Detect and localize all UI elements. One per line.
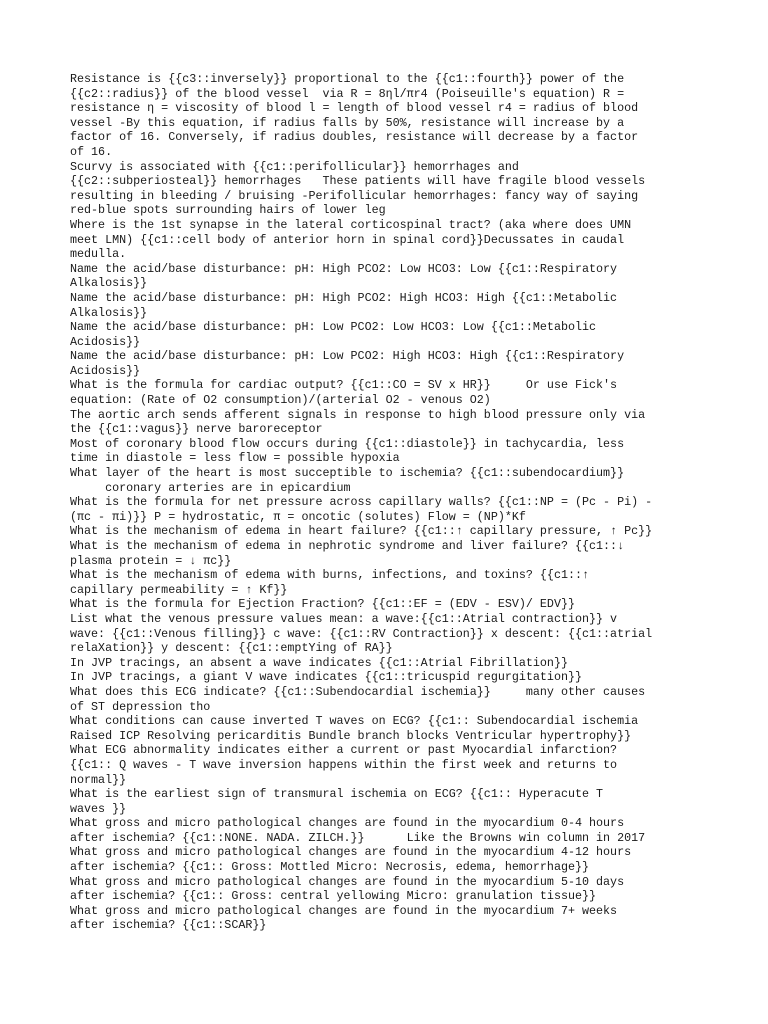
text-line: What gross and micro pathological changes are found in the myocardium 4-12 hours <box>70 845 632 860</box>
text-line: after ischemia? {{c1:: Gross: central yellowing Micro: granulation tissue}} <box>70 889 597 904</box>
text-line: In JVP tracings, an absent a wave indicates {{c1::Atrial Fibrillation}} <box>70 655 568 670</box>
text-line: Where is the 1st synapse in the lateral corticospinal tract? (aka where does UMN <box>70 217 632 232</box>
text-line: {{c2::subperiosteal}} hemorrhages These patients will have fragile blood vessels <box>70 174 646 189</box>
text-line: Acidosis}} <box>70 363 141 378</box>
text-line: plasma protein = ↓ πc}} <box>70 553 232 568</box>
text-line: Resistance is {{c3::inversely}} proportional to the {{c1::fourth}} power of the <box>70 72 625 86</box>
text-line: after ischemia? {{c1::SCAR}} <box>70 918 267 933</box>
text-line: relaXation}} y descent: {{c1::emptYing of RA}} <box>70 641 393 656</box>
text-line: resulting in bleeding / bruising -Perifollicular hemorrhages: fancy way of saying <box>70 188 639 203</box>
text-line: What is the formula for cardiac output? {{c1::CO = SV x HR}} Or use Fick's <box>70 378 618 393</box>
text-line: vessel -By this equation, if radius falls by 50%, resistance will increase by a <box>70 115 625 130</box>
text-line: resistance η = viscosity of blood l = length of blood vessel r4 = radius of blood <box>70 101 639 116</box>
text-line: What is the mechanism of edema with burns, infections, and toxins? {{c1::↑ <box>70 568 590 583</box>
text-line: after ischemia? {{c1::NONE. NADA. ZILCH.}} Like the Browns win column in 2017 <box>70 830 646 845</box>
text-line: What does this ECG indicate? {{c1::Subendocardial ischemia}} many other causes <box>70 684 646 699</box>
text-line: Raised ICP Resolving pericarditis Bundle branch blocks Ventricular hypertrophy}} <box>70 728 632 743</box>
text-line: What layer of the heart is most succeptible to ischemia? {{c1::subendocardium}} <box>70 466 625 481</box>
text-line: wave: {{c1::Venous filling}} c wave: {{c1::RV Contraction}} x descent: {{c1::atrial <box>70 626 653 641</box>
document-text-block <box>70 72 700 933</box>
text-line: What is the formula for Ejection Fraction? {{c1::EF = (EDV - ESV)/ EDV}} <box>70 597 575 612</box>
text-line: normal}} <box>70 772 127 787</box>
text-line: capillary permeability = ↑ Kf}} <box>70 582 288 597</box>
text-line: What is the earliest sign of transmural ischemia on ECG? {{c1:: Hyperacute T <box>70 787 604 802</box>
text-line: What is the formula for net pressure across capillary walls? {{c1::NP = (Pc - Pi) - <box>70 495 653 510</box>
text-line: (πc - πi)}} P = hydrostatic, π = oncotic (solutes) Flow = (NP)*Kf <box>70 509 526 524</box>
text-line: waves }} <box>70 801 127 816</box>
text-line: meet LMN) {{c1::cell body of anterior horn in spinal cord}}Decussates in caudal <box>70 232 625 247</box>
text-line: Scurvy is associated with {{c1::perifollicular}} hemorrhages and <box>70 159 519 174</box>
text-line: of 16. <box>70 144 113 159</box>
text-line: red-blue spots surrounding hairs of lower leg <box>70 203 386 218</box>
text-line: What ECG abnormality indicates either a current or past Myocardial infarction? <box>70 743 618 758</box>
document-page <box>70 72 700 933</box>
text-line: equation: (Rate of O2 consumption)/(arterial O2 - venous O2) <box>70 393 491 408</box>
text-line: medulla. <box>70 247 127 262</box>
text-line: What conditions can cause inverted T waves on ECG? {{c1:: Subendocardial ischemia <box>70 714 639 729</box>
text-line: What gross and micro pathological changes are found in the myocardium 7+ weeks <box>70 903 618 918</box>
text-line: the {{c1::vagus}} nerve baroreceptor <box>70 422 323 437</box>
text-line: What gross and micro pathological changes are found in the myocardium 5-10 days <box>70 874 625 889</box>
text-line: Name the acid/base disturbance: pH: High PCO2: Low HCO3: Low {{c1::Respiratory <box>70 261 618 276</box>
text-line: Name the acid/base disturbance: pH: Low PCO2: High HCO3: High {{c1::Respiratory <box>70 349 625 364</box>
text-line: Alkalosis}} <box>70 276 148 291</box>
text-line: factor of 16. Conversely, if radius doubles, resistance will decrease by a factor <box>70 130 639 145</box>
text-line: {{c2::radius}} of the blood vessel via R = 8ηl/πr4 (Poiseuille's equation) R = <box>70 86 625 101</box>
text-line: coronary arteries are in epicardium <box>70 480 351 495</box>
text-line: In JVP tracings, a giant V wave indicates {{c1::tricuspid regurgitation}} <box>70 670 582 685</box>
text-line: The aortic arch sends afferent signals in response to high blood pressure only via <box>70 407 646 422</box>
text-line: {{c1:: Q waves - T wave inversion happens within the first week and returns to <box>70 757 618 772</box>
text-line: Name the acid/base disturbance: pH: Low PCO2: Low HCO3: Low {{c1::Metabolic <box>70 320 597 335</box>
text-line: Acidosis}} <box>70 334 141 349</box>
text-line: after ischemia? {{c1:: Gross: Mottled Micro: Necrosis, edema, hemorrhage}} <box>70 860 590 875</box>
text-line: time in diastole = less flow = possible hypoxia <box>70 451 400 466</box>
text-line: Name the acid/base disturbance: pH: High PCO2: High HCO3: High {{c1::Metabolic <box>70 290 618 305</box>
text-line: List what the venous pressure values mean: a wave:{{c1::Atrial contraction}} v <box>70 611 618 626</box>
text-line: What gross and micro pathological changes are found in the myocardium 0-4 hours <box>70 816 625 831</box>
text-line: of ST depression tho <box>70 699 211 714</box>
text-line: Alkalosis}} <box>70 305 148 320</box>
text-line: Most of coronary blood flow occurs during {{c1::diastole}} in tachycardia, less <box>70 436 625 451</box>
text-line: What is the mechanism of edema in heart failure? {{c1::↑ capillary pressure, ↑ Pc}} <box>70 524 653 539</box>
text-line: What is the mechanism of edema in nephrotic syndrome and liver failure? {{c1::↓ <box>70 539 625 553</box>
